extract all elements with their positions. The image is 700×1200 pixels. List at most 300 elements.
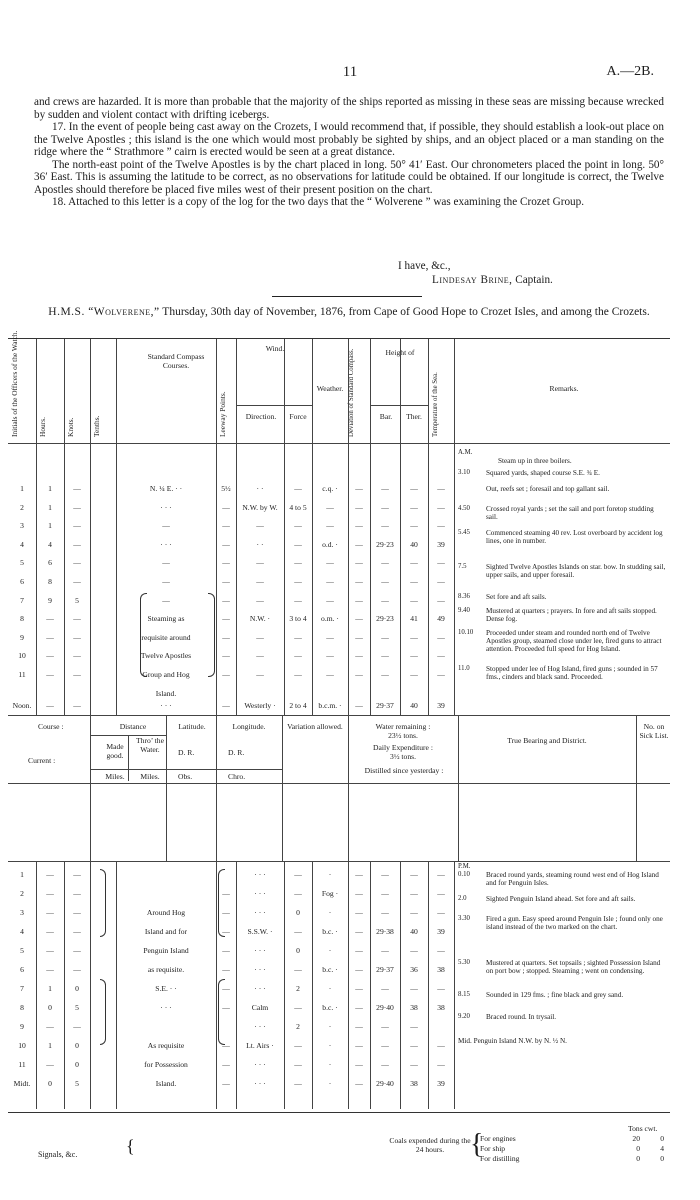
pm-cell-ther: —	[410, 870, 418, 879]
am-cell-ther: —	[410, 502, 418, 512]
am-cell-sea: —	[437, 521, 445, 531]
letter-paragraph: 17. In the event of people being cast away on the Crozets, I would recommend that, if possible, they should establish a look-out place on the Twelve Apostles ; this island is the one which would most probably be sighted by ships, and an object placed or a man standing on the ridge where the “ Strathmore ” cairn is erected would be seen at a great distance.	[34, 121, 664, 158]
pm-cell-direction: · · ·	[254, 870, 266, 879]
footer-units: Tons cwt.	[628, 1124, 658, 1133]
pm-cell-hour: Midt.	[13, 1079, 31, 1088]
pm-cell-tenths: 5	[75, 1079, 79, 1088]
pm-cell-bar: 29·38	[376, 927, 394, 936]
letter-paragraph: The north-east point of the Twelve Apostles is by the chart placed in long. 50° 41′ East. Our chronometers placed the point in long. 50° 36′ East. This is assuming the latitude to be correct, as no observations for latitude could be obtained. If our longitude is correct, the Twelve Apostles should therefore be placed five miles west of their present position on the chart.	[34, 158, 664, 196]
pm-remark-text: Sighted Penguin Island ahead. Set fore and aft sails.	[486, 895, 636, 903]
pm-cell-weather: ·	[328, 1079, 332, 1088]
am-cell-direction: —	[256, 558, 264, 568]
pm-cell-weather: ·	[328, 984, 332, 993]
am-cell-hour: 1	[20, 484, 24, 493]
pm-cell-dev: —	[355, 1060, 363, 1069]
am-cell-tenths: —	[73, 577, 81, 586]
pm-cell-course: · · ·	[160, 1003, 172, 1012]
mid-daily: Daily Expenditure :	[373, 743, 433, 752]
pm-cell-hour: 6	[20, 965, 24, 974]
pm-cell-sea: —	[437, 1060, 445, 1069]
am-cell-direction: · ·	[256, 484, 264, 493]
coal-tons: 20	[632, 1134, 640, 1143]
pm-remark-time: 3.30	[458, 915, 470, 922]
pm-cell-hour: 4	[20, 927, 24, 936]
pm-cell-knots: 0	[48, 1079, 52, 1088]
pm-cell-knots: 1	[48, 984, 52, 993]
pm-cell-direction: S.S.W. ·	[247, 927, 273, 936]
am-cell-force: —	[294, 632, 302, 642]
am-cell-sea: —	[437, 484, 445, 493]
am-cell-force: —	[294, 558, 302, 568]
am-cell-bar: —	[381, 632, 389, 642]
am-remark-text: Commenced steaming 40 rev. Lost overboard by accident log lines, one in number.	[486, 529, 663, 545]
pm-cell-knots: 0	[48, 1003, 52, 1012]
am-cell-bar: 29·23	[376, 539, 394, 549]
am-cell-knots: 1	[48, 521, 52, 531]
pm-cell-leeway: —	[222, 908, 230, 917]
am-cell-hour: 10	[18, 651, 26, 661]
am-cell-sea: 39	[437, 701, 445, 711]
pm-cell-tenths: —	[73, 965, 81, 974]
am-cell-ther: —	[410, 651, 418, 661]
am-cell-leeway: —	[222, 558, 230, 568]
am-cell-bar: 29·37	[376, 701, 394, 711]
mid-latitude: Latitude.	[178, 722, 206, 731]
am-remark-text: Steam up in three boilers.	[498, 457, 572, 465]
pm-cell-direction: · · ·	[254, 889, 266, 898]
pm-cell-force: —	[294, 1060, 302, 1069]
pm-cell-direction: · · ·	[254, 1079, 266, 1088]
pm-cell-leeway: —	[222, 927, 230, 936]
am-cell-ther: —	[410, 484, 418, 493]
pm-remark-time: P.M.	[458, 863, 471, 870]
am-remark-time: A.M.	[458, 449, 473, 456]
am-cell-dev: —	[355, 484, 363, 493]
pm-cell-sea: —	[437, 908, 445, 917]
am-cell-course: N. ¼ E. · ·	[149, 484, 183, 493]
pm-cell-direction: · · ·	[254, 965, 266, 974]
am-cell-leeway: —	[222, 521, 230, 531]
mid-miles-1: Miles.	[105, 772, 125, 781]
pm-remark-time: 5.30	[458, 959, 470, 966]
am-remark-text: Mustered at quarters ; prayers. In fore and aft sails stopped. Dense fog.	[486, 607, 657, 623]
am-cell-dev: —	[355, 539, 363, 549]
am-cell-bar: —	[381, 484, 389, 493]
coal-cwt: 0	[660, 1154, 664, 1163]
mid-column-line	[216, 715, 217, 861]
am-cell-weather: —	[326, 502, 334, 512]
pm-cell-bar: —	[381, 889, 389, 898]
mid-column-line	[282, 715, 283, 861]
pm-cell-dev: —	[355, 908, 363, 917]
log-column-line	[454, 339, 455, 715]
pm-cell-tenths: —	[73, 908, 81, 917]
am-cell-sea: —	[437, 595, 445, 605]
pm-cell-ther: 38	[410, 1079, 418, 1088]
pm-cell-bar: 29·37	[376, 965, 394, 974]
mid-column-line	[348, 715, 349, 861]
am-cell-force: —	[294, 595, 302, 605]
pm-cell-direction: · · ·	[254, 1022, 266, 1031]
am-cell-hour: 8	[20, 614, 24, 624]
document-reference: A.—2B.	[606, 64, 654, 79]
pm-cell-ther: —	[410, 908, 418, 917]
am-cell-weather: —	[326, 632, 334, 642]
pm-cell-direction: · · ·	[254, 908, 266, 917]
am-cell-direction: —	[256, 521, 264, 531]
am-cell-ther: —	[410, 558, 418, 568]
pm-cell-force: —	[294, 870, 302, 879]
am-cell-sea: 49	[437, 614, 445, 624]
am-cell-leeway: —	[222, 502, 230, 512]
pm-cell-ther: —	[410, 1041, 418, 1050]
signature-name: Lindesay Brine,	[432, 274, 513, 286]
log-footer	[8, 1112, 670, 1193]
am-cell-bar: —	[381, 521, 389, 531]
am-cell-dev: —	[355, 651, 363, 661]
pm-remark-text: Sounded in 129 fms. ; fine black and grey sand.	[486, 991, 624, 999]
am-cell-dev: —	[355, 670, 363, 679]
am-cell-knots: —	[46, 670, 54, 679]
am-cell-ther: 41	[410, 614, 418, 624]
coal-brace: {	[470, 1129, 484, 1160]
am-cell-direction: N.W. by W.	[242, 502, 278, 512]
am-cell-weather: —	[326, 577, 334, 586]
am-cell-direction: —	[256, 577, 264, 586]
am-cell-weather: o.m. ·	[321, 614, 339, 624]
pm-cell-leeway: —	[222, 965, 230, 974]
am-cell-knots: 4	[48, 539, 52, 549]
pm-cell-leeway: —	[222, 1003, 230, 1012]
pm-cell-force: —	[294, 1079, 302, 1088]
header-remarks: Remarks.	[549, 384, 579, 393]
am-remark-time: 3.10	[458, 469, 470, 476]
pm-cell-hour: 5	[20, 946, 24, 955]
pm-remark-time: 8.15	[458, 991, 470, 998]
pm-cell-bar: —	[381, 1060, 389, 1069]
am-cell-course: —	[162, 577, 170, 586]
pm-cell-knots: 1	[48, 1041, 52, 1050]
pm-cell-sea: —	[437, 1041, 445, 1050]
pm-cell-course: Around Hog	[146, 908, 186, 917]
pm-cell-force: 2	[296, 984, 300, 993]
am-cell-course: Twelve Apostles	[140, 651, 192, 661]
header-deviation: Deviation of Standard Compass.	[348, 348, 355, 437]
am-remark-text: Sighted Twelve Apostles Islands on star. bow. In studding sail, upper sails, and upper foresail.	[486, 563, 666, 579]
header-leeway: Leeway Points.	[218, 391, 227, 437]
coal-cwt: 4	[660, 1144, 664, 1153]
am-cell-force: 3 to 4	[289, 614, 307, 624]
am-cell-tenths: —	[73, 502, 81, 512]
am-cell-knots: —	[46, 651, 54, 661]
am-cell-course: Island.	[155, 688, 177, 698]
am-remark-time: 7.5	[458, 563, 467, 570]
pm-cell-hour: 3	[20, 908, 24, 917]
am-cell-hour: 3	[20, 521, 24, 531]
pm-cell-force: 0	[296, 908, 300, 917]
pm-cell-knots: —	[46, 889, 54, 898]
header-height: Height of	[385, 348, 415, 357]
am-cell-weather: o.d. ·	[322, 539, 338, 549]
pm-cell-ther: —	[410, 984, 418, 993]
am-remark-time: 8.36	[458, 593, 470, 600]
am-remark-text: Stopped under lee of Hog Island, fired guns ; sounded in 57 fms., cinders and black sand. Proceeded.	[486, 665, 658, 681]
am-remark-time: 10.10	[458, 629, 474, 636]
am-cell-hour: 4	[20, 539, 24, 549]
pm-cell-knots: —	[46, 908, 54, 917]
header-sea-temp: Temperature of the Sea.	[432, 372, 439, 437]
pm-cell-weather: ·	[328, 1041, 332, 1050]
am-cell-force: —	[294, 651, 302, 661]
pm-cell-leeway: —	[222, 1079, 230, 1088]
am-cell-bar: —	[381, 670, 389, 679]
pm-remark-text: Braced round. In trysail.	[486, 1013, 557, 1021]
pm-cell-hour: 8	[20, 1003, 24, 1012]
coal-tons: 0	[636, 1154, 640, 1163]
pm-cell-weather: b.c. ·	[322, 927, 338, 936]
pm-cell-force: 2	[296, 1022, 300, 1031]
pm-cell-hour: 11	[18, 1060, 26, 1069]
pm-cell-bar: 29·40	[376, 1079, 394, 1088]
am-cell-ther: —	[410, 632, 418, 642]
pm-cell-ther: 38	[410, 1003, 418, 1012]
pm-cell-ther: 40	[410, 927, 418, 936]
pm-cell-weather: Fog ·	[321, 889, 339, 898]
am-cell-tenths: —	[73, 539, 81, 549]
mid-column-line	[458, 715, 459, 861]
am-cell-leeway: —	[222, 670, 230, 679]
pm-cell-sea: 38	[437, 1003, 445, 1012]
header-force: Force	[289, 412, 307, 421]
pm-cell-force: —	[294, 927, 302, 936]
page-header	[30, 64, 670, 84]
am-cell-tenths: —	[73, 614, 81, 624]
pm-remark-text: Fired a gun. Easy speed around Penguin Isle ; found only one island instead of the two marked on the chart.	[486, 915, 663, 931]
am-cell-force: —	[294, 484, 302, 493]
pm-cell-dev: —	[355, 1022, 363, 1031]
am-cell-knots: —	[46, 614, 54, 624]
pm-cell-hour: 7	[20, 984, 24, 993]
pm-cell-tenths: —	[73, 870, 81, 879]
pm-cell-course: As requisite	[147, 1041, 185, 1050]
am-cell-sea: —	[437, 558, 445, 568]
pm-cell-leeway: —	[222, 1041, 230, 1050]
pm-cell-tenths: —	[73, 927, 81, 936]
log-title-text: Thursday, 30th day of November, 1876, from Cape of Good Hope to Crozet Isles, and among the Crozets.	[162, 306, 650, 318]
pm-cell-course: Island.	[155, 1079, 177, 1088]
pm-cell-bar: —	[381, 1041, 389, 1050]
pm-cell-bar: —	[381, 984, 389, 993]
signature	[432, 274, 553, 286]
am-cell-weather: —	[326, 651, 334, 661]
mid-column-line	[636, 715, 637, 861]
wind-subheader-rule	[236, 405, 312, 406]
letter-paragraph: 18. Attached to this letter is a copy of the log for the two days that the “ Wolverene ” was examining the Crozet Group.	[52, 196, 585, 208]
log-title-ship: H.M.S. “Wolverene,”	[48, 306, 160, 318]
am-cell-tenths: —	[73, 701, 81, 711]
am-cell-force: —	[294, 521, 302, 531]
pm-cell-weather: ·	[328, 946, 332, 955]
pm-cell-direction: Lt. Airs ·	[246, 1041, 274, 1050]
am-section-bottom-rule	[8, 715, 670, 716]
letter-body	[34, 96, 664, 209]
am-cell-knots: 1	[48, 502, 52, 512]
am-cell-weather: b.c.m. ·	[318, 701, 342, 711]
am-cell-bar: —	[381, 502, 389, 512]
am-cell-sea: 39	[437, 539, 445, 549]
am-cell-ther: 40	[410, 539, 418, 549]
am-cell-sea: —	[437, 632, 445, 642]
am-remark-time: 11.0	[458, 665, 470, 672]
am-remark-text: Out, reefs set ; foresail and top gallant sail.	[486, 485, 610, 493]
mid-chro: Chro.	[228, 772, 246, 781]
pm-cell-bar: —	[381, 946, 389, 955]
pm-cell-leeway: —	[222, 1060, 230, 1069]
pm-cell-dev: —	[355, 984, 363, 993]
pm-cell-bar: —	[381, 1022, 389, 1031]
pm-cell-weather: ·	[328, 1022, 332, 1031]
am-remark-text: Proceeded under steam and rounded north end of Twelve Apostles group, steamed close under lee, fired guns to attract attention. Proceeded full speed for Hog Island.	[486, 629, 662, 653]
pm-cell-dev: —	[355, 1079, 363, 1088]
am-remark-time: 4.50	[458, 505, 470, 512]
pm-cell-direction: · · ·	[254, 1060, 266, 1069]
am-cell-ther: —	[410, 521, 418, 531]
mid-section-bottom-rule	[8, 861, 670, 862]
mid-lower-rule	[8, 783, 670, 784]
mid-miles-2: Miles.	[140, 772, 160, 781]
am-cell-dev: —	[355, 577, 363, 586]
pm-cell-force: —	[294, 1041, 302, 1050]
pm-cell-dev: —	[355, 1003, 363, 1012]
am-cell-direction: N.W. ·	[249, 614, 271, 624]
pm-cell-hour: 1	[20, 870, 24, 879]
am-cell-course: · · ·	[160, 539, 172, 549]
pm-cell-bar: 29·40	[376, 1003, 394, 1012]
am-cell-course: · · ·	[160, 701, 172, 711]
am-cell-course: Group and Hog	[142, 670, 190, 679]
pm-remark-text: Mustered at quarters. Set topsails ; sighted Possession Island on port bow ; stopped. Steaming ; went on condensing.	[486, 959, 661, 975]
page-number: 11	[342, 64, 358, 80]
mid-obs: Obs.	[178, 772, 193, 781]
pm-cell-leeway: —	[222, 946, 230, 955]
am-cell-leeway: —	[222, 651, 230, 661]
mid-course-label: Course :	[38, 722, 64, 731]
am-remark-text: Crossed royal yards ; set the sail and port foretop studding sail.	[486, 505, 654, 521]
mid-column-line	[90, 715, 91, 861]
am-cell-weather: —	[326, 521, 334, 531]
header-ther: Ther.	[406, 412, 422, 421]
pm-cell-dev: —	[355, 1041, 363, 1050]
am-cell-knots: —	[46, 701, 54, 711]
signature-title: Captain.	[515, 274, 553, 286]
pm-brace-1	[100, 869, 106, 937]
pm-cell-tenths: 0	[75, 1041, 79, 1050]
am-cell-course: —	[162, 521, 170, 531]
pm-cell-ther: —	[410, 1022, 418, 1031]
am-cell-force: 4 to 5	[289, 502, 307, 512]
am-cell-tenths: —	[73, 632, 81, 642]
am-cell-knots: 8	[48, 577, 52, 586]
mid-dr-lat: D. R.	[178, 748, 195, 757]
pm-cell-weather: ·	[328, 908, 332, 917]
letter-paragraph: and crews are hazarded. It is more than probable that the majority of the ships reported as missing in these seas are missing because wrecked by sudden and violent contact with drifting icebergs.	[34, 96, 664, 121]
am-cell-dev: —	[355, 701, 363, 711]
am-cell-bar: —	[381, 595, 389, 605]
pm-cell-dev: —	[355, 946, 363, 955]
pm-cell-sea: —	[437, 946, 445, 955]
am-cell-direction: —	[256, 670, 264, 679]
pm-cell-sea: 39	[437, 927, 445, 936]
am-remark-time: 5.45	[458, 529, 470, 536]
am-cell-leeway: —	[222, 701, 230, 711]
pm-remark-text: Mid. Penguin Island N.W. by N. ½ N.	[458, 1037, 567, 1045]
am-cell-weather: c.q. ·	[322, 484, 338, 493]
pm-cell-tenths: 0	[75, 1060, 79, 1069]
coal-label: For distilling	[480, 1154, 520, 1163]
mid-current-label: Current :	[28, 756, 56, 765]
pm-cell-knots: —	[46, 1022, 54, 1031]
log-column-line	[90, 339, 91, 715]
am-cell-course: —	[162, 558, 170, 568]
pm-cell-sea: 39	[437, 1079, 445, 1088]
log-table	[8, 330, 670, 1111]
header-hours: Hours.	[38, 417, 47, 437]
am-cell-hour: Noon.	[12, 701, 32, 711]
am-cell-dev: —	[355, 558, 363, 568]
pm-cell-hour: 10	[18, 1041, 26, 1050]
am-cell-knots: —	[46, 632, 54, 642]
pm-cell-ther: —	[410, 889, 418, 898]
am-cell-tenths: —	[73, 670, 81, 679]
pm-cell-force: —	[294, 965, 302, 974]
pm-cell-sea: —	[437, 984, 445, 993]
mid-column-line	[166, 715, 167, 861]
pm-cell-bar: —	[381, 870, 389, 879]
mid-sub-rule	[90, 769, 282, 770]
pm-cell-hour: 2	[20, 889, 24, 898]
am-cell-direction: —	[256, 595, 264, 605]
pm-cell-bar: —	[381, 908, 389, 917]
letter-closing: I have, &c.,	[398, 260, 451, 272]
pm-remark-time: 0.10	[458, 871, 470, 878]
am-cell-dev: —	[355, 632, 363, 642]
pm-cell-tenths: 5	[75, 1003, 79, 1012]
pm-cell-knots: —	[46, 870, 54, 879]
am-cell-knots: 9	[48, 595, 52, 605]
coal-label: For ship	[480, 1144, 506, 1153]
am-cell-leeway: 5½	[221, 484, 231, 493]
am-cell-ther: —	[410, 577, 418, 586]
am-remark-time: 9.40	[458, 607, 470, 614]
am-cell-dev: —	[355, 521, 363, 531]
am-cell-leeway: —	[222, 577, 230, 586]
am-cell-direction: —	[256, 651, 264, 661]
pm-cell-tenths: —	[73, 889, 81, 898]
am-cell-force: —	[294, 539, 302, 549]
am-cell-hour: 9	[20, 632, 24, 642]
am-cell-hour: 7	[20, 595, 24, 605]
am-remark-text: Set fore and aft sails.	[486, 593, 547, 601]
am-cell-direction: Westerly ·	[244, 701, 276, 711]
header-direction: Direction.	[245, 412, 277, 421]
header-tenths: Tenths.	[92, 415, 101, 437]
header-courses: Standard Compass Courses.	[147, 352, 205, 370]
pm-cell-leeway: —	[222, 984, 230, 993]
coal-tons: 0	[636, 1144, 640, 1153]
footer-signals: Signals, &c.	[38, 1150, 78, 1159]
am-remark-text: Squared yards, shaped course S.E. ¾ E.	[486, 469, 600, 477]
pm-cell-direction: · · ·	[254, 946, 266, 955]
